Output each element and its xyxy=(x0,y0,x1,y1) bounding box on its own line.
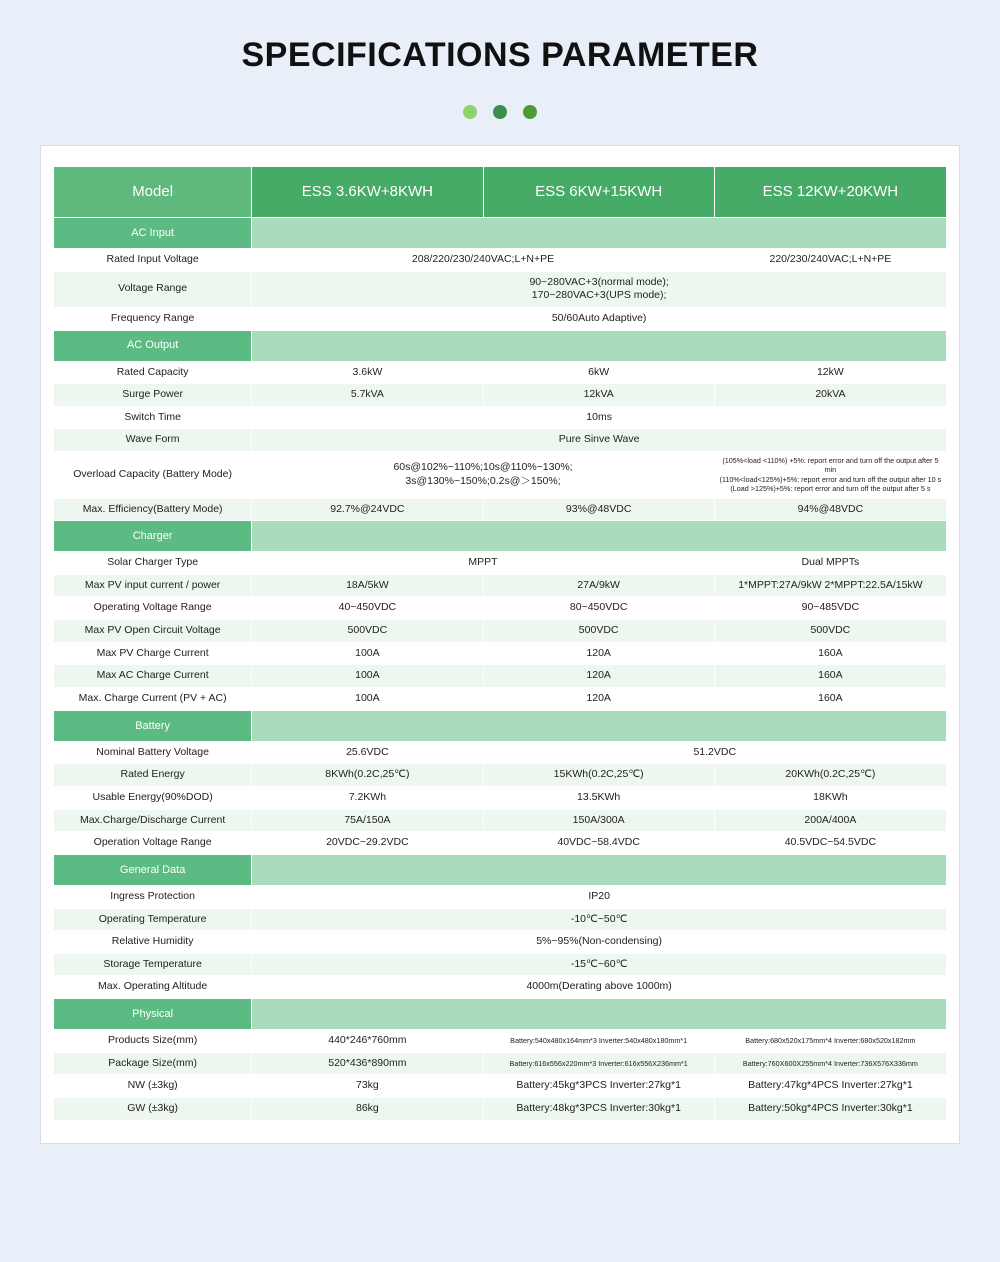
section-fill xyxy=(252,330,947,361)
row-label: Package Size(mm) xyxy=(54,1052,252,1075)
dot-mid-green-icon xyxy=(493,105,507,119)
row-label: Wave Form xyxy=(54,429,252,452)
section-title-general-data: General Data xyxy=(54,854,252,885)
table-row xyxy=(54,786,947,809)
row-value-1: Pure Sinve Wave xyxy=(252,429,947,452)
row-value-1: 208/220/230/240VAC;L+N+PE xyxy=(252,249,715,272)
row-value-1: 40~450VDC xyxy=(252,597,483,620)
row-label: Max PV Charge Current xyxy=(54,642,252,665)
row-label: Ingress Protection xyxy=(54,885,252,908)
table-row xyxy=(54,665,947,688)
row-value-3: 40.5VDC~54.5VDC xyxy=(714,832,946,855)
row-value-2: 150A/300A xyxy=(483,809,714,832)
table-row xyxy=(54,552,947,575)
row-value-2: Battery:540x480x164mm*3 Inverter:540x480x180mm*1 xyxy=(483,1030,714,1053)
row-label: Relative Humidity xyxy=(54,931,252,954)
row-value-1: 8KWh(0.2C,25℃) xyxy=(252,764,483,787)
section-title-ac-input: AC Input xyxy=(54,218,252,249)
row-value-3: 160A xyxy=(714,642,946,665)
row-value-2: 27A/9kW xyxy=(483,574,714,597)
row-value-1: 5.7kVA xyxy=(252,384,483,407)
dot-dark-green-icon xyxy=(523,105,537,119)
row-value-3: 500VDC xyxy=(714,620,946,643)
header-cell-model: Model xyxy=(54,167,252,218)
row-value-3: 20KWh(0.2C,25℃) xyxy=(714,764,946,787)
table-row xyxy=(54,452,947,498)
row-value-1: 20VDC~29.2VDC xyxy=(252,832,483,855)
table-row xyxy=(54,908,947,931)
row-value-2: Battery:48kg*3PCS Inverter:30kg*1 xyxy=(483,1098,714,1121)
table-row xyxy=(54,953,947,976)
section-title-charger: Charger xyxy=(54,521,252,552)
table-row xyxy=(54,620,947,643)
row-label: Max. Efficiency(Battery Mode) xyxy=(54,498,252,521)
row-label: Operation Voltage Range xyxy=(54,832,252,855)
row-value-2: Dual MPPTs xyxy=(714,552,946,575)
table-row xyxy=(54,429,947,452)
row-value-3: Battery:50kg*4PCS Inverter:30kg*1 xyxy=(714,1098,946,1121)
section-row xyxy=(54,999,947,1030)
header-cell-product-2: ESS 6KW+15KWH xyxy=(483,167,714,218)
section-row xyxy=(54,710,947,741)
spec-table-card xyxy=(40,145,960,1144)
section-row xyxy=(54,854,947,885)
header-cell-product-1: ESS 3.6KW+8KWH xyxy=(252,167,483,218)
row-label: Max PV input current / power xyxy=(54,574,252,597)
table-row xyxy=(54,688,947,711)
page-title: SPECIFICATIONS PARAMETER xyxy=(241,36,759,74)
row-value-2: 40VDC~58.4VDC xyxy=(483,832,714,855)
table-row xyxy=(54,931,947,954)
row-value-2: 51.2VDC xyxy=(483,741,946,764)
row-value-3: 200A/400A xyxy=(714,809,946,832)
row-value-1: 10ms xyxy=(252,406,947,429)
row-value-1: 7.2KWh xyxy=(252,786,483,809)
row-value-2: 13.5KWh xyxy=(483,786,714,809)
row-value-3: 160A xyxy=(714,665,946,688)
section-fill xyxy=(252,999,947,1030)
row-value-3: 18KWh xyxy=(714,786,946,809)
table-header-row xyxy=(54,167,947,218)
table-row xyxy=(54,832,947,855)
row-value-3: Battery:47kg*4PCS Inverter:27kg*1 xyxy=(714,1075,946,1098)
section-title-physical: Physical xyxy=(54,999,252,1030)
row-value-1: 520*436*890mm xyxy=(252,1052,483,1075)
row-label: Rated Capacity xyxy=(54,361,252,384)
table-row xyxy=(54,1030,947,1053)
row-label: Rated Energy xyxy=(54,764,252,787)
specifications-table xyxy=(53,166,947,1121)
row-value-1: -10℃~50℃ xyxy=(252,908,947,931)
row-label: Voltage Range xyxy=(54,271,252,307)
table-row xyxy=(54,406,947,429)
table-row xyxy=(54,271,947,307)
row-value-2: 120A xyxy=(483,642,714,665)
table-row xyxy=(54,741,947,764)
row-value-2: 15KWh(0.2C,25℃) xyxy=(483,764,714,787)
row-label: Solar Charger Type xyxy=(54,552,252,575)
dot-light-green-icon xyxy=(463,105,477,119)
row-label: Max. Operating Altitude xyxy=(54,976,252,999)
table-row xyxy=(54,1052,947,1075)
section-fill xyxy=(252,521,947,552)
row-value-1: 440*246*760mm xyxy=(252,1030,483,1053)
section-fill xyxy=(252,710,947,741)
table-row xyxy=(54,498,947,521)
row-value-2: 6kW xyxy=(483,361,714,384)
row-value-1: 50/60Auto Adaptive) xyxy=(252,307,947,330)
row-value-1: MPPT xyxy=(252,552,715,575)
header-cell-product-3: ESS 12KW+20KWH xyxy=(714,167,946,218)
row-label: Max PV Open Circuit Voltage xyxy=(54,620,252,643)
row-value-1: 18A/5kW xyxy=(252,574,483,597)
row-value-3: Battery:760X600X255mm*4 Inverter:736X576X336mm xyxy=(714,1052,946,1075)
row-value-3: Battery:680x520x175mm*4 Inverter:680x520x182mm xyxy=(714,1030,946,1053)
table-row xyxy=(54,384,947,407)
row-label: Operating Temperature xyxy=(54,908,252,931)
section-fill xyxy=(252,218,947,249)
row-label: Surge Power xyxy=(54,384,252,407)
section-title-ac-output: AC Output xyxy=(54,330,252,361)
row-value-2: Battery:616x556x220mm*3 Inverter:616x556X236mm*1 xyxy=(483,1052,714,1075)
row-value-2: 93%@48VDC xyxy=(483,498,714,521)
row-value-1: 60s@102%~110%;10s@110%~130%; 3s@130%~150%;0.2s@＞150%; xyxy=(252,452,715,498)
row-label: Rated Input Voltage xyxy=(54,249,252,272)
row-value-3: 20kVA xyxy=(714,384,946,407)
row-value-3: 12kW xyxy=(714,361,946,384)
row-value-2: 120A xyxy=(483,665,714,688)
table-row xyxy=(54,976,947,999)
table-row xyxy=(54,307,947,330)
row-value-1: 500VDC xyxy=(252,620,483,643)
row-value-1: 90~280VAC+3(normal mode); 170~280VAC+3(UPS mode); xyxy=(252,271,947,307)
table-row xyxy=(54,1098,947,1121)
row-value-2: 120A xyxy=(483,688,714,711)
section-row xyxy=(54,521,947,552)
row-value-1: 25.6VDC xyxy=(252,741,483,764)
row-value-1: 100A xyxy=(252,688,483,711)
row-value-1: 92.7%@24VDC xyxy=(252,498,483,521)
row-value-2: 220/230/240VAC;L+N+PE xyxy=(714,249,946,272)
row-label: GW (±3kg) xyxy=(54,1098,252,1121)
row-label: Max. Charge Current (PV + AC) xyxy=(54,688,252,711)
row-value-1: 75A/150A xyxy=(252,809,483,832)
table-row xyxy=(54,249,947,272)
row-value-1: 100A xyxy=(252,642,483,665)
table-row xyxy=(54,642,947,665)
section-fill xyxy=(252,854,947,885)
row-label: Switch Time xyxy=(54,406,252,429)
row-value-2: Battery:45kg*3PCS Inverter:27kg*1 xyxy=(483,1075,714,1098)
row-label: Overload Capacity (Battery Mode) xyxy=(54,452,252,498)
decorative-dots xyxy=(0,105,1000,119)
row-value-1: 3.6kW xyxy=(252,361,483,384)
table-row xyxy=(54,885,947,908)
row-label: NW (±3kg) xyxy=(54,1075,252,1098)
row-label: Max.Charge/Discharge Current xyxy=(54,809,252,832)
row-value-1: 100A xyxy=(252,665,483,688)
table-row xyxy=(54,574,947,597)
row-value-3: 94%@48VDC xyxy=(714,498,946,521)
row-label: Usable Energy(90%DOD) xyxy=(54,786,252,809)
table-row xyxy=(54,1075,947,1098)
section-row xyxy=(54,330,947,361)
row-value-1: 86kg xyxy=(252,1098,483,1121)
row-value-2: 500VDC xyxy=(483,620,714,643)
table-row xyxy=(54,361,947,384)
table-row xyxy=(54,597,947,620)
row-label: Products Size(mm) xyxy=(54,1030,252,1053)
row-value-1: 5%~95%(Non-condensing) xyxy=(252,931,947,954)
section-title-battery: Battery xyxy=(54,710,252,741)
section-row xyxy=(54,218,947,249)
row-value-3: 1*MPPT:27A/9kW 2*MPPT:22.5A/15kW xyxy=(714,574,946,597)
table-row xyxy=(54,809,947,832)
row-label: Nominal Battery Voltage xyxy=(54,741,252,764)
row-value-2: 12kVA xyxy=(483,384,714,407)
row-value-1: 73kg xyxy=(252,1075,483,1098)
row-value-3: 90~485VDC xyxy=(714,597,946,620)
row-value-1: -15℃~60℃ xyxy=(252,953,947,976)
row-label: Frequency Range xyxy=(54,307,252,330)
row-value-2: 80~450VDC xyxy=(483,597,714,620)
row-label: Operating Voltage Range xyxy=(54,597,252,620)
row-value-1: IP20 xyxy=(252,885,947,908)
table-row xyxy=(54,764,947,787)
row-label: Storage Temperature xyxy=(54,953,252,976)
spec-table-body xyxy=(54,167,947,1121)
row-value-1: 4000m(Derating above 1000m) xyxy=(252,976,947,999)
row-value-3: 160A xyxy=(714,688,946,711)
row-label: Max AC Charge Current xyxy=(54,665,252,688)
row-value-2: (105%<load <110%) +5%: report error and turn off the output after 5 min (110%<load<125%)+5%: report error and turn off the output after 10 s (Load >125%)+5%: report error and turn off the output after 5 s xyxy=(714,452,946,498)
